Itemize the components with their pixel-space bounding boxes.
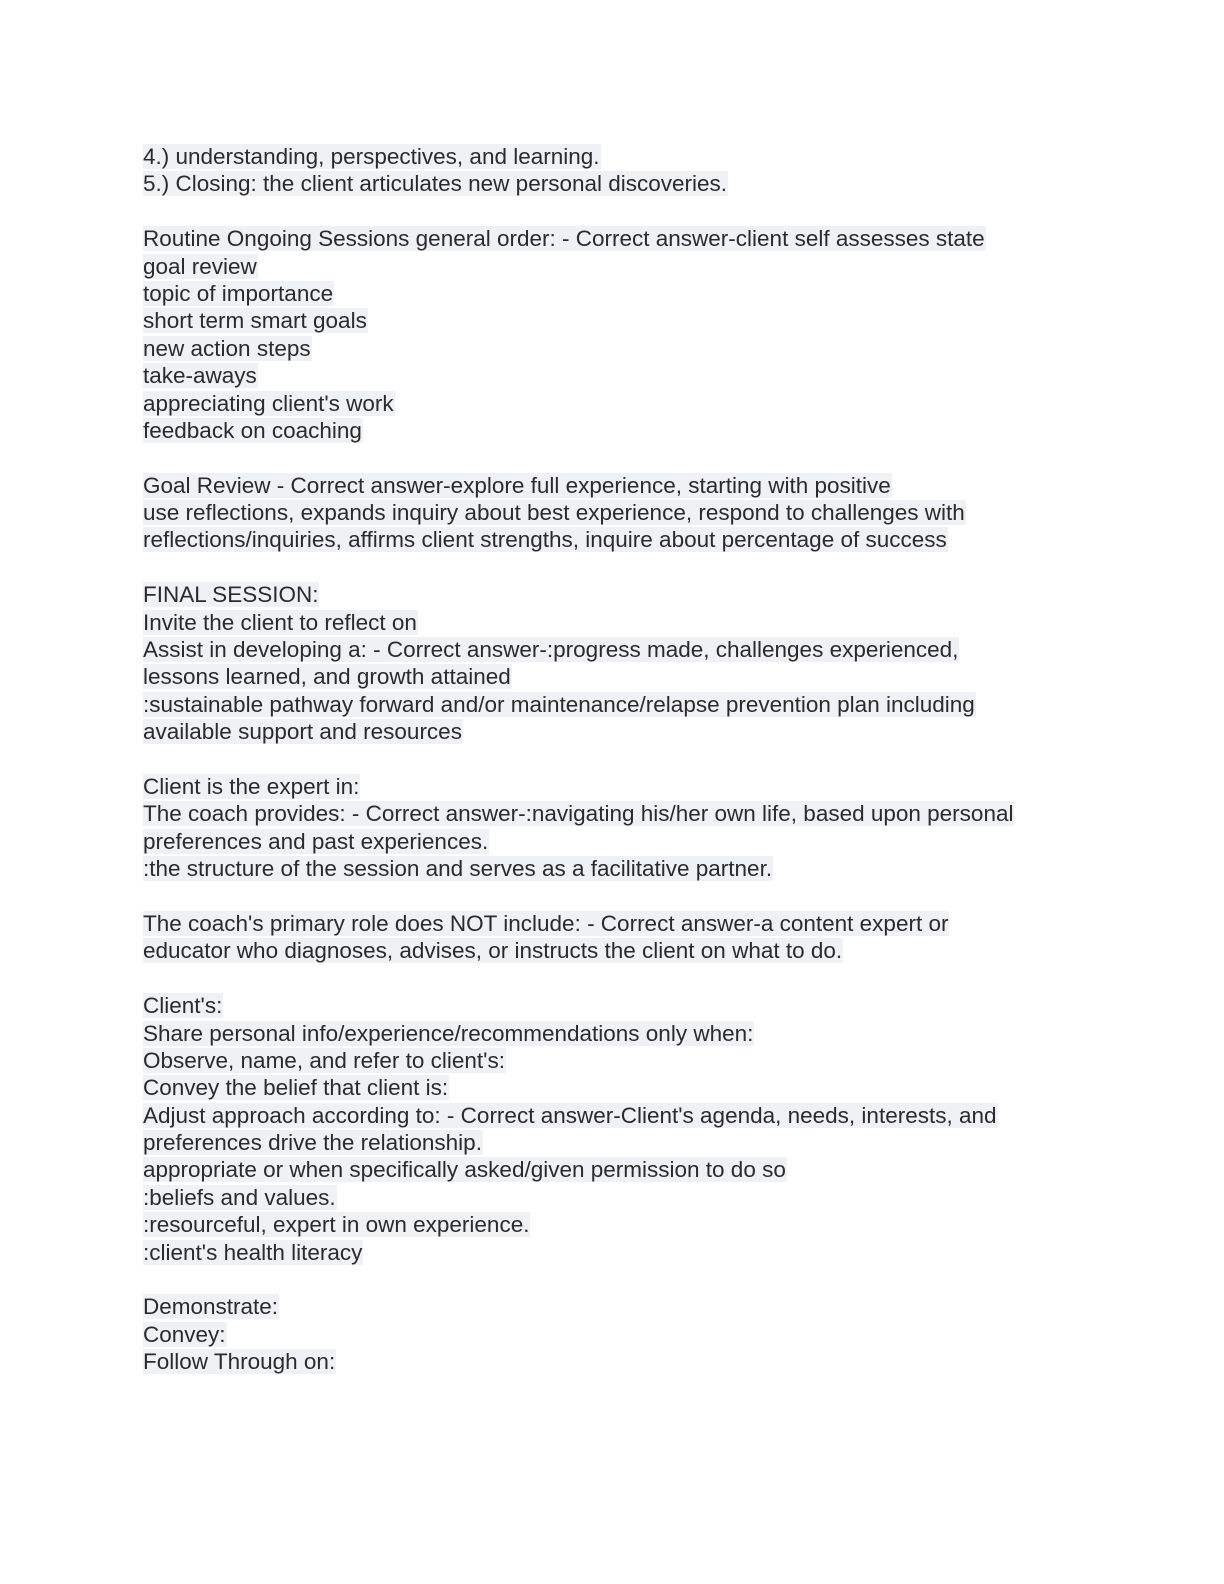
text-line-content: Convey: — [143, 1321, 226, 1347]
text-line-content: :sustainable pathway forward and/or maintenance/relapse prevention plan including — [143, 691, 975, 717]
text-line — [143, 609, 1103, 636]
text-line — [143, 335, 1103, 362]
text-line-content: Client's: — [143, 993, 223, 1019]
text-line — [143, 1102, 1103, 1129]
text-line — [143, 390, 1103, 417]
text-line — [143, 1321, 1103, 1348]
text-line-content: FINAL SESSION: — [143, 582, 319, 608]
text-line — [143, 170, 1103, 197]
text-line-content: goal review — [143, 253, 257, 279]
text-block — [143, 581, 1103, 745]
text-line — [143, 828, 1103, 855]
text-line — [143, 718, 1103, 745]
text-line-content: The coach's primary role does NOT include: - Correct answer-a content expert or — [143, 910, 949, 936]
text-line-content: available support and resources — [143, 719, 462, 745]
text-line — [143, 280, 1103, 307]
text-line — [143, 1239, 1103, 1266]
text-line — [143, 417, 1103, 444]
text-line — [143, 307, 1103, 334]
text-line — [143, 1293, 1103, 1320]
text-line-content: Observe, name, and refer to client's: — [143, 1047, 505, 1073]
text-line — [143, 1348, 1103, 1375]
text-line-content: :client's health literacy — [143, 1239, 363, 1265]
text-line-content: lessons learned, and growth attained — [143, 664, 511, 690]
text-line — [143, 937, 1103, 964]
text-block — [143, 992, 1103, 1266]
text-line-content: preferences drive the relationship. — [143, 1130, 482, 1156]
text-line-content: use reflections, expands inquiry about best experience, respond to challenges with — [143, 500, 965, 526]
text-line-content: Routine Ongoing Sessions general order: - Correct answer-client self assesses state — [143, 226, 985, 252]
text-line-content: :resourceful, expert in own experience. — [143, 1212, 530, 1238]
paragraph-gap — [143, 554, 1103, 581]
text-line — [143, 663, 1103, 690]
text-line-content: Invite the client to reflect on — [143, 609, 417, 635]
text-line-content: feedback on coaching — [143, 417, 362, 443]
text-line — [143, 636, 1103, 663]
text-line — [143, 225, 1103, 252]
text-line — [143, 526, 1103, 553]
text-line-content: 5.) Closing: the client articulates new personal discoveries. — [143, 171, 728, 197]
text-block — [143, 910, 1103, 965]
document-page — [143, 143, 1103, 1376]
paragraph-gap — [143, 965, 1103, 992]
text-line — [143, 1129, 1103, 1156]
text-line-content: :beliefs and values. — [143, 1184, 336, 1210]
text-line-content: Share personal info/experience/recommendations only when: — [143, 1020, 754, 1046]
paragraph-gap — [143, 746, 1103, 773]
text-line — [143, 773, 1103, 800]
text-line — [143, 855, 1103, 882]
paragraph-gap — [143, 198, 1103, 225]
text-line — [143, 253, 1103, 280]
text-block — [143, 143, 1103, 198]
paragraph-gap — [143, 444, 1103, 471]
text-line-content: appropriate or when specifically asked/given permission to do so — [143, 1157, 786, 1183]
text-line — [143, 1211, 1103, 1238]
text-line — [143, 1074, 1103, 1101]
text-line-content: new action steps — [143, 335, 311, 361]
text-line-content: take-aways — [143, 363, 257, 389]
text-line — [143, 581, 1103, 608]
text-line-content: Demonstrate: — [143, 1294, 279, 1320]
text-line-content: :the structure of the session and serves as a facilitative partner. — [143, 856, 773, 882]
text-line-content: Assist in developing a: - Correct answer-:progress made, challenges experienced, — [143, 637, 959, 663]
text-line-content: topic of importance — [143, 280, 334, 306]
text-line-content: short term smart goals — [143, 308, 367, 334]
text-line — [143, 992, 1103, 1019]
text-line-content: 4.) understanding, perspectives, and learning. — [143, 144, 600, 169]
text-line-content: reflections/inquiries, affirms client strengths, inquire about percentage of success — [143, 527, 947, 553]
text-line — [143, 1020, 1103, 1047]
text-line-content: Goal Review - Correct answer-explore full experience, starting with positive — [143, 472, 891, 498]
text-line — [143, 362, 1103, 389]
text-line-content: preferences and past experiences. — [143, 828, 489, 854]
text-line — [143, 910, 1103, 937]
text-line-content: Follow Through on: — [143, 1349, 336, 1375]
paragraph-gap — [143, 1266, 1103, 1293]
text-block — [143, 472, 1103, 554]
text-line-content: Adjust approach according to: - Correct answer-Client's agenda, needs, interests, and — [143, 1102, 997, 1128]
text-block — [143, 225, 1103, 444]
text-line-content: appreciating client's work — [143, 390, 394, 416]
text-line-content: Convey the belief that client is: — [143, 1075, 449, 1101]
text-block — [143, 1293, 1103, 1375]
text-line — [143, 143, 1103, 170]
text-line — [143, 1184, 1103, 1211]
text-line-content: Client is the expert in: — [143, 773, 360, 799]
text-line — [143, 499, 1103, 526]
paragraph-gap — [143, 883, 1103, 910]
text-line — [143, 1156, 1103, 1183]
text-line — [143, 472, 1103, 499]
text-line-content: educator who diagnoses, advises, or instructs the client on what to do. — [143, 938, 843, 964]
text-line — [143, 1047, 1103, 1074]
text-block — [143, 773, 1103, 883]
text-line-content: The coach provides: - Correct answer-:navigating his/her own life, based upon personal — [143, 801, 1014, 827]
text-line — [143, 691, 1103, 718]
text-line — [143, 800, 1103, 827]
